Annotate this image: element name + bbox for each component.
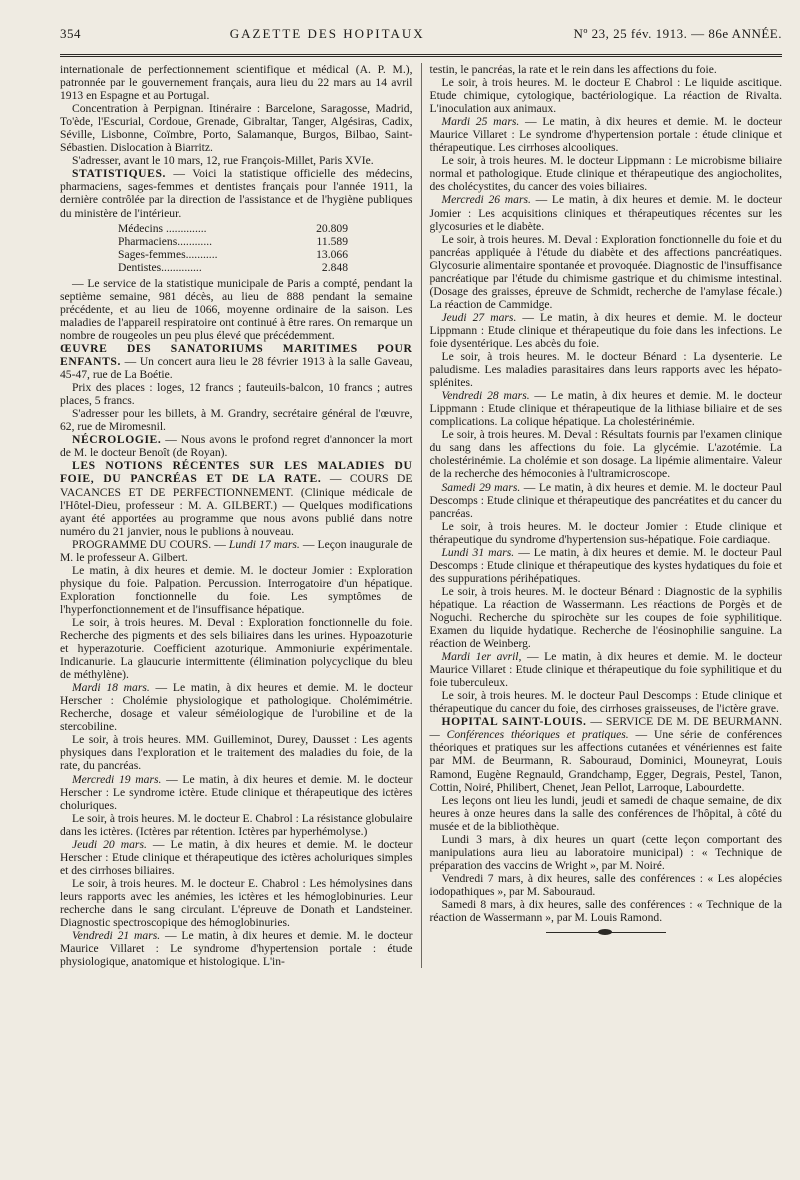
paragraph: Les leçons ont lieu les lundi, jeudi et samedi de chaque semaine, de dix heures à onze heures dans la salle des conférences de l'hôpital, à côté du musée et de la bibliothèque.: [429, 793, 782, 833]
table-row: [118, 222, 348, 235]
paragraph: [429, 389, 782, 428]
paragraph: [60, 929, 413, 968]
stat-value: 2.848: [321, 260, 348, 274]
text-columns: [60, 63, 782, 968]
paragraph: [429, 115, 782, 154]
paragraph: Le soir, à trois heures. M. le docteur Lippmann : Le microbisme biliaire normal et pathologique. Etude clinique et thérapeutique des angiocholites, des cholécystites, du cancer des voies biliaires.: [429, 154, 782, 194]
paragraph: S'adresser, avant le 10 mars, 12, rue François-Millet, Paris XVIe.: [72, 154, 374, 168]
stat-value: 13.066: [316, 247, 348, 261]
paragraph: Le matin, à dix heures et demie. M. le docteur Jomier : Exploration physique du foie. Palpation. Percussion. Interrogatoire d'un hépatique. Exploration fonctionnelle du foie. Les symptômes de l'hyperfonctionnement et de l'insuffisance hépatique.: [60, 563, 413, 616]
section-italic: — Conférences théoriques et pratiques.: [429, 728, 629, 742]
section-heading: STATISTIQUES.: [72, 167, 167, 181]
stat-value: 20.809: [316, 221, 348, 235]
section-text: — Le matin, à dix heures et demie. M. le docteur Maurice Villaret : Etude clinique et thérapeutique du foie syphilitique et du foie tuberculeux.: [429, 650, 782, 690]
paragraph: PROGRAMME DU COURS. — Lundi 17 mars. — Leçon inaugurale de M. le professeur A. Gilbert.: [60, 537, 413, 564]
section-text: — Un concert aura lieu le 28 février 1913 à la salle Gaveau, 45-47, rue de La Boétie.: [60, 355, 413, 382]
section-subheading: — SERVICE DE M. DE BEURMANN.: [586, 715, 782, 729]
paragraph: Le soir, à trois heures. M. Deval : Exploration fonctionnelle du foie. Recherche des pigments et des sels biliaires dans les urines. Hypoazoturie et hyperazoturie. Coefficient azoturique. Ammoniurie expérimentale. Indicanurie. La glaucurie intermittente (élimination polycyclique du bleu de méthylène).: [60, 615, 413, 682]
end-ornament: [546, 932, 666, 937]
paragraph: [429, 546, 782, 585]
section-text: — Une série de conférences théoriques et pratiques sur les affections cutanées et vénériennes est faite par MM. de Beurmann, R. Sabouraud, Dominici, Mouneyrat, Louis Ramond, Eugène Regnauld, Grandchamp, Egger, Degrais, Pestel, Tanon, Cottin, Noiré, Philibert, Chenet, Jean Pellot, Larroque, Labourdette.: [429, 728, 782, 794]
date-label: Mardi 1er avril,: [441, 650, 522, 664]
paragraph: Le soir, à trois heures. MM. Guilleminot, Durey, Dausset : Les agents physiques dans l'exploration et le traitement des maladies du foie, de la rate, du pancréas.: [60, 733, 413, 773]
paragraph: [429, 193, 782, 232]
date-label: Jeudi 20 mars.: [72, 837, 147, 851]
paragraph: [60, 838, 413, 877]
date-label: Samedi 29 mars.: [441, 480, 521, 494]
section-heading: NÉCROLOGIE.: [72, 433, 162, 447]
paragraph: Le soir, à trois heures. M. le docteur E. Chabrol : Les hémolysines dans leurs rapports avec les anémies, les ictères et les hémoglobinuries. Leur recherche dans le sang circulant. L'épreuve de Donath et Landsteiner. Diagnostic spectroscopique des hémoglobinuries.: [60, 876, 413, 930]
section-text: — Nous avons le profond regret d'annoncer la mort de M. le docteur Benoît (de Royan).: [60, 433, 413, 460]
date-label: Mardi 25 mars.: [441, 115, 520, 129]
section-text: — Le matin, à dix heures et demie. M. le docteur Maurice Villaret : Le syndrome d'hypertension portale : étude clinique et thérapeutique. Les cirrhoses alcooliques.: [429, 115, 782, 155]
paragraph: [429, 481, 782, 520]
stat-label: Pharmaciens............: [118, 234, 213, 248]
section-text: — Le matin, à dix heures et demie. M. le docteur Paul Descomps : Etude clinique et thérapeutique des kystes hydatiques du foie et des suppurations périhépatiques.: [429, 545, 782, 585]
date-label: Vendredi 21 mars.: [72, 929, 161, 943]
section-text: — Le matin, à dix heures et demie. M. le docteur Lippmann : Etude clinique et thérapeutique de la lithiase biliaire et de ses complications. La colique hépatique. La cholestérinémie.: [429, 389, 782, 429]
right-column: [429, 63, 782, 968]
stat-value: 11.589: [316, 234, 348, 248]
paragraph: [429, 650, 782, 689]
section-text: — Le matin, à dix heures et demie. M. le docteur Herscher : Le syndrome ictère. Etude clinique et thérapeutique des ictères choluriques.: [60, 772, 413, 812]
paragraph: — Le service de la statistique municipale de Paris a compté, pendant la septième semaine, 981 décès, au lieu de 888 pendant la semaine précédente, et au lieu de 1066, moyenne ordinaire de la saison. Les maladies de l'appareil respiratoire ont continué à être rares. On remarque un nombre de rougeoles un peu plus élevé que précédemment.: [60, 276, 413, 342]
date-label: Lundi 17 mars.: [228, 537, 300, 551]
section-text: — Le matin, à dix heures et demie. M. le docteur Herscher : Etude clinique et thérapeutique des ictères acholuriques simples et des cirrhoses biliaires.: [60, 837, 413, 877]
date-label: Mercredi 19 mars.: [72, 772, 162, 786]
paragraph: [60, 433, 413, 459]
date-label: Lundi 31 mars.: [441, 545, 515, 559]
paragraph: testin, le pancréas, la rate et le rein dans les affections du foie.: [429, 63, 717, 76]
paragraph: Le soir, à trois heures. M. Deval : Exploration fonctionnelle du foie et du pancréas appliquée à l'étude du diabète et des affections pancréatiques. Glycosurie alimentaire spontanée et provoquée. Diagnostic de l'insuffisance pancréatique par l'étude du chimisme gastrique et du chimisme intestinal. (Dosage des graisses, épreuve de Schmidt, recherche de l'amylase fécale.) La réaction de Cammidge.: [429, 232, 782, 311]
section-text: — Le matin, à dix heures et demie. M. le docteur Lippmann : Etude clinique et thérapeutique du foie dans les infections. Le foie dysentérique. Les abcès du foie.: [429, 310, 782, 350]
stat-label: Médecins ..............: [118, 221, 207, 235]
section-text: — Le matin, à dix heures et demie. M. le docteur Paul Descomps : Etude clinique et thérapeutique des pancréatites et du cancer du pancréas.: [429, 480, 782, 520]
paragraph: [60, 459, 413, 537]
paragraph: [60, 167, 413, 219]
paragraph: Le soir, à trois heures. M. le docteur Bénard : Diagnostic de la syphilis hépatique. La réaction de Wassermann. Les réactions de Porgès et de Noguchi. Recherche du spirochète sur les coupes de foie syphilitique. Examen du liquide hydatique. Recherche de l'éosinophilie sanguine. La réaction de Weinberg.: [429, 584, 782, 651]
program-label: PROGRAMME DU COURS.: [72, 537, 212, 551]
section-text: — Le matin, à dix heures et demie. M. le docteur Maurice Villaret : Le syndrome d'hypertension portale : étude physiologique, anatomique et histologique. L'in-: [60, 929, 413, 969]
date-label: Mercredi 26 mars.: [441, 193, 531, 207]
paragraph: Le soir, à trois heures. M. le docteur E. Chabrol : La résistance globulaire dans les ictères. (Ictères par rétention. Ictères par hyperhémolyse.): [60, 811, 413, 838]
issue-info: Nº 23, 25 fév. 1913. — 86e ANNÉE.: [573, 26, 782, 41]
section-text: — Leçon inaugurale de M. le professeur A. Gilbert.: [60, 537, 413, 564]
section-text: — Le matin, à dix heures et demie. M. le docteur Jomier : Les acquisitions cliniques et thérapeutiques récentes sur les glycosuries et le diabète.: [429, 193, 782, 233]
left-column: [60, 63, 413, 968]
stat-label: Dentistes..............: [118, 260, 202, 274]
date-label: Jeudi 27 mars.: [441, 310, 517, 324]
date-label: Vendredi 28 mars.: [441, 389, 530, 403]
paragraph: Concentration à Perpignan. Itinéraire : Barcelone, Saragosse, Madrid, To'ède, l'Escurial, Cordoue, Grenade, Gibraltar, Tanger, Algésiras, Cadix, Séville, Lisbonne, Coïmbre, Porto, Salamanque, Burgos, Bilbao, Saint-Sébastien. Dislocation à Biarritz.: [60, 102, 413, 155]
page-header: [60, 26, 782, 46]
paragraph: Lundi 3 mars, à dix heures un quart (cette leçon comportant des manipulations aura lieu au laboratoire municipal) : « Technique de préparation des vaccins de Wright », par M. Noiré.: [429, 832, 782, 872]
paragraph: [60, 342, 413, 381]
table-row: [118, 235, 348, 248]
paragraph: Le soir, à trois heures. M. le docteur Bénard : La dysenterie. Le paludisme. Les maladies parasitaires dans leurs rapports avec les hépato-splénites.: [429, 350, 782, 390]
column-divider: [421, 63, 422, 968]
paragraph: Le soir, à trois heures. M. Deval : Résultats fournis par l'examen clinique du sang dans les affections du foie. La glycémie. L'azotémie. La cholestérinémie. La cholémie et son dosage. La lipémie alimentaire. Valeur de la recherche des hémoconies à l'ultramicroscope.: [429, 428, 782, 481]
paragraph: [429, 311, 782, 350]
page-number: 354: [60, 26, 81, 41]
statistics-table: [118, 222, 413, 274]
paragraph: S'adresser pour les billets, à M. Grandry, secrétaire général de l'œuvre, 62, rue de Miromesnil.: [60, 407, 413, 434]
table-row: [118, 261, 348, 274]
section-heading: HOPITAL SAINT-LOUIS.: [441, 715, 587, 729]
paragraph: [60, 681, 413, 733]
paragraph: internationale de perfectionnement scientifique et médical (A. P. M.), patronnée par le gouvernement français, aura lieu du 22 mars au 14 avril 1913 en Espagne et au Portugal.: [60, 63, 413, 103]
section-text: — COURS DE VACANCES ET DE PERFECTIONNEMENT. (Clinique médicale de l'Hôtel-Dieu, professeur : M. A. GILBERT.) — Quelques modifications ayant été apportées au programme que nous avons publié dans notre numéro du 21 janvier, nous le publions à nouveau.: [60, 472, 413, 538]
date-label: Mardi 18 mars.: [72, 681, 150, 695]
section-text: — Le matin, à dix heures et demie. M. le docteur Herscher : Cholémie physiologique et pathologique. Cholémimétrie. Recherche, dosage et valeur séméiologique de l'urobiline et de la stercobiline.: [60, 681, 413, 734]
paragraph: Samedi 8 mars, à dix heures, salle des conférences : « Technique de la réaction de Wassermann », par M. Louis Ramond.: [429, 898, 782, 925]
journal-title: GAZETTE DES HOPITAUX: [229, 26, 425, 41]
section-heading: LES NOTIONS RÉCENTES SUR LES MALADIES DU FOIE, DU PANCRÉAS ET DE LA RATE.: [60, 459, 413, 486]
paragraph: Vendredi 7 mars, à dix heures, salle des conférences : « Les alopécies iodopathiques », par M. Sabouraud.: [429, 871, 782, 898]
paragraph: [60, 773, 413, 812]
paragraph: Prix des places : loges, 12 francs ; fauteuils-balcon, 10 francs ; autres places, 5 francs.: [60, 381, 413, 408]
paragraph: [429, 715, 782, 793]
paragraph: Le soir, à trois heures. M. le docteur E Chabrol : Le liquide ascitique. Etude chimique, cytologique, bactériologique. La réaction de Rivalta. L'inoculation aux animaux.: [429, 76, 782, 116]
table-row: [118, 248, 348, 261]
paragraph: Le soir, à trois heures. M. le docteur Jomier : Etude clinique et thérapeutique du syndrome d'hypertension sus-hépatique. Foie cardiaque.: [429, 519, 782, 546]
stat-label: Sages-femmes...........: [118, 247, 218, 261]
header-rule: [60, 54, 782, 59]
section-text: — Voici la statistique officielle des médecins, pharmaciens, sages-femmes et dentistes français pour l'année 1911, la dernière contrôlée par la direction de l'assistance et de l'hygiène publiques du ministère de l'intérieur.: [60, 167, 413, 220]
section-heading: ŒUVRE DES SANATORIUMS MARITIMES POUR ENFANTS.: [60, 341, 413, 369]
paragraph: Le soir, à trois heures. M. le docteur Paul Descomps : Etude clinique et thérapeutique du cancer du foie, des cirrhoses graisseuses, de l'ictère grave.: [429, 689, 782, 716]
